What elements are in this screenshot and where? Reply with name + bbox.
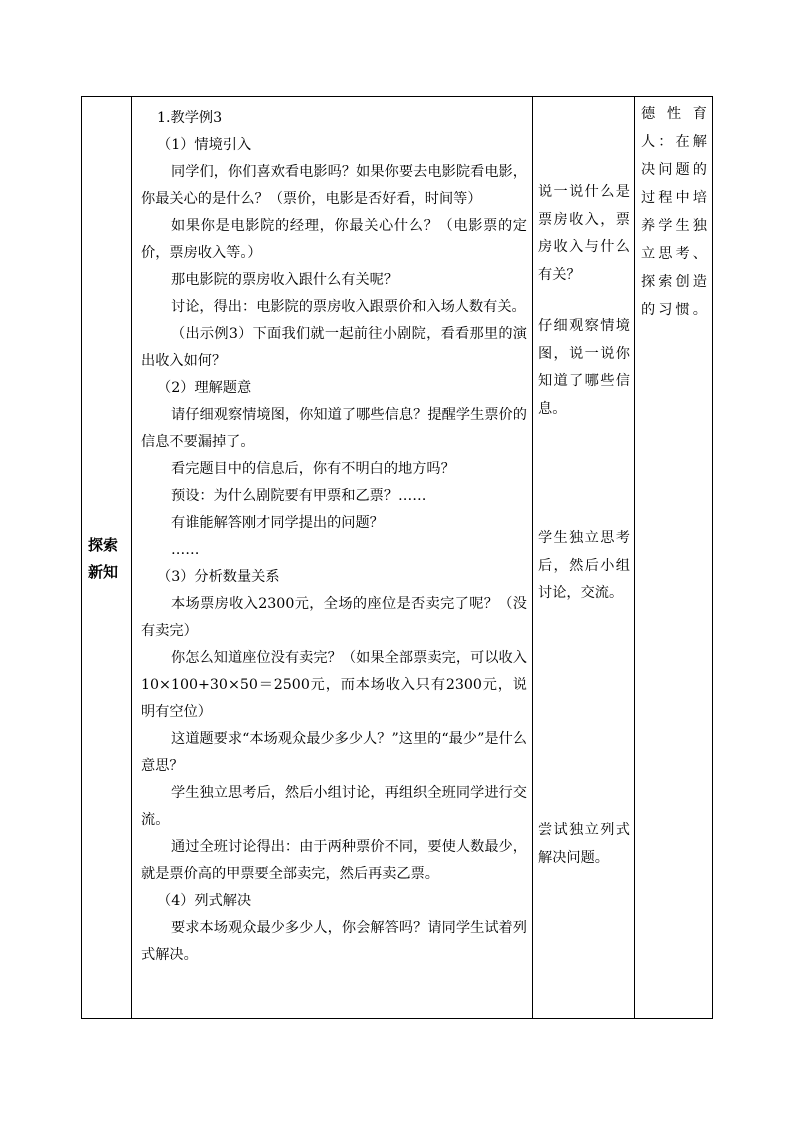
paragraph: （出示例3）下面我们就一起前往小剧院，看看那里的演出收入如何？ bbox=[141, 326, 527, 369]
paragraph: 学生独立思考后，然后小组讨论，再组织全班同学进行交流。 bbox=[141, 785, 527, 828]
activity-cell bbox=[532, 97, 634, 1018]
activity-text: 尝试独立列式解决问题。 bbox=[538, 822, 630, 866]
paragraph: …… bbox=[171, 542, 200, 558]
paragraph: 讨论，得出：电影院的票房收入跟票价和入场人数有关。 bbox=[171, 299, 526, 315]
goal-cell bbox=[634, 97, 712, 1018]
step-heading: （3）分析数量关系 bbox=[157, 569, 280, 585]
lesson-table bbox=[81, 96, 713, 1019]
activity-text: 仔细观察情境图，说一说你知道了哪些信息。 bbox=[538, 318, 630, 417]
paragraph: 请仔细观察情境图，你知道了哪些信息？提醒学生票价的信息不要漏掉了。 bbox=[141, 407, 527, 450]
paragraph: 预设：为什么剧院要有甲票和乙票？…… bbox=[171, 488, 427, 504]
paragraph: 通过全班讨论得出：由于两种票价不同，要使人数最少，就是票价高的甲票要全部卖完，然后再卖乙票。 bbox=[141, 839, 527, 882]
step-heading: （1）情境引入 bbox=[157, 137, 252, 153]
section-cell bbox=[82, 97, 131, 1018]
paragraph: 有谁能解答刚才同学提出的问题？ bbox=[171, 515, 384, 531]
paragraph: 看完题目中的信息后，你有不明白的地方吗？ bbox=[171, 461, 455, 477]
example-title: 1.教学例3 bbox=[157, 110, 223, 126]
activity-text: 说一说什么是票房收入，票房收入与什么有关？ bbox=[538, 184, 630, 283]
paragraph: 这道题要求“本场观众最少多少人？”这里的“最少”是什么意思？ bbox=[141, 731, 527, 774]
section-label: 探索新知 bbox=[88, 536, 119, 581]
step-heading: （2）理解题意 bbox=[157, 380, 252, 396]
content-cell bbox=[131, 97, 532, 1018]
paragraph: 要求本场观众最少多少人，你会解答吗？请同学生试着列式解决。 bbox=[141, 920, 527, 963]
lesson-content bbox=[141, 105, 527, 969]
paragraph: 如果你是电影院的经理，你最关心什么？（电影票的定价，票房收入等。） bbox=[141, 218, 527, 261]
paragraph: 你怎么知道座位没有卖完？（如果全部票卖完，可以收入10×100+30×50＝2500元，而本场收入只有2300元，说明有空位） bbox=[141, 650, 527, 720]
activity-text: 学生独立思考后，然后小组讨论，交流。 bbox=[538, 530, 630, 601]
paragraph: 那电影院的票房收入跟什么有关呢？ bbox=[171, 272, 399, 288]
paragraph: 同学们，你们喜欢看电影吗？如果你要去电影院看电影，你最关心的是什么？（票价，电影是否好看，时间等） bbox=[141, 164, 527, 207]
step-heading: （4）列式解决 bbox=[157, 893, 252, 909]
goal-text: 德性育人：在解决问题的过程中培养学生独立思考、探索创造的习惯。 bbox=[641, 106, 707, 318]
paragraph: 本场票房收入2300元，全场的座位是否卖完了呢？（没有卖完） bbox=[141, 596, 527, 639]
